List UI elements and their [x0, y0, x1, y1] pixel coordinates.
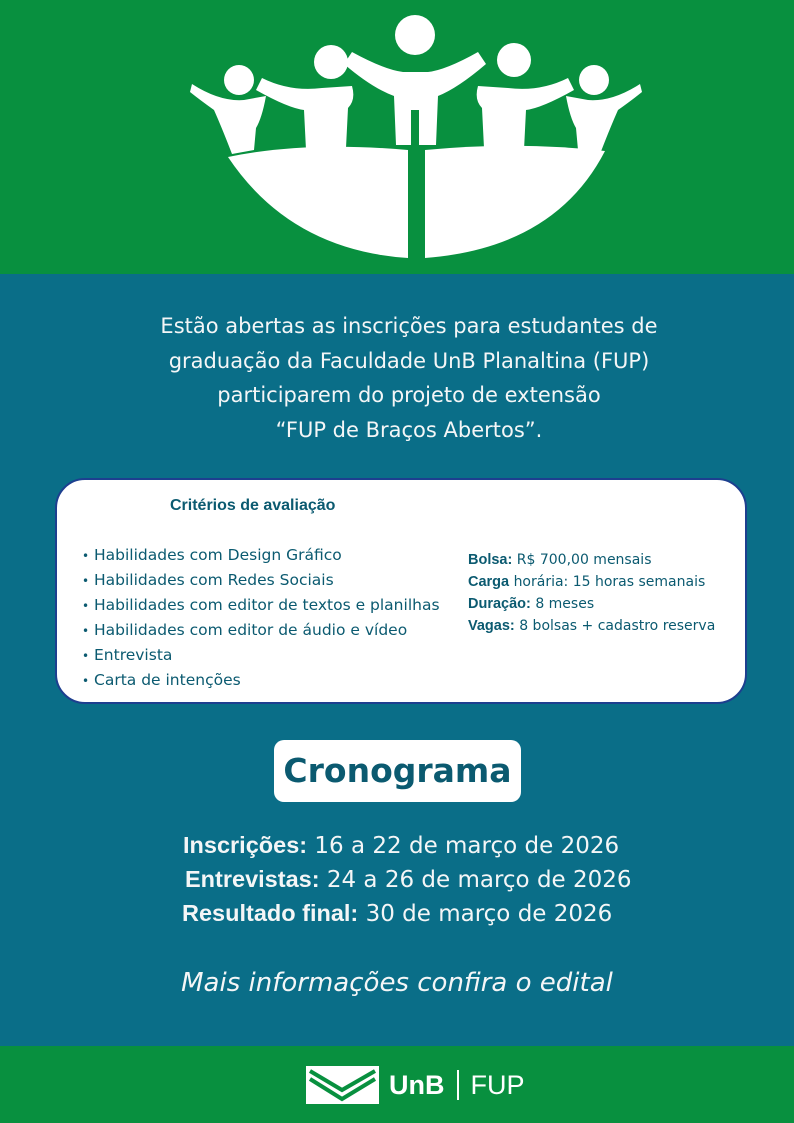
- criteria-item: [82, 543, 440, 568]
- criteria-item-label: Habilidades com Redes Sociais: [94, 571, 334, 589]
- inscricoes-row: [183, 828, 619, 863]
- duracao-label: Duração:: [468, 596, 531, 612]
- inscricoes-value: 16 a 22 de março de 2026: [314, 833, 620, 859]
- criteria-item: [82, 618, 440, 643]
- intro-line-1: Estão abertas as inscrições para estudantes de: [160, 314, 658, 338]
- more-info-text: Mais informações confira o edital: [181, 968, 613, 998]
- unb-fup-logo: [306, 1066, 525, 1104]
- fup-wordmark: FUP: [470, 1069, 525, 1100]
- vagas-label: Vagas:: [468, 618, 515, 634]
- intro-line-4: “FUP de Braços Abertos”.: [275, 417, 543, 442]
- entrevistas-value: 24 a 26 de março de 2026: [326, 867, 632, 893]
- scholarship-info: [468, 549, 715, 637]
- criteria-item: [82, 643, 440, 668]
- bullet-icon: •: [82, 599, 90, 613]
- carga-row: [468, 571, 715, 593]
- duracao-row: [468, 593, 715, 615]
- bullet-icon: •: [82, 649, 90, 663]
- resultado-row: [182, 896, 612, 931]
- criteria-item-label: Habilidades com Design Gráfico: [94, 546, 342, 564]
- carga-label: Carga: [468, 574, 510, 590]
- duracao-value: 8 meses: [535, 596, 595, 612]
- criteria-item-label: Carta de intenções: [94, 671, 241, 689]
- footer-separator: [457, 1070, 459, 1100]
- entrevistas-row: [185, 862, 632, 897]
- criteria-item-label: Habilidades com editor de áudio e vídeo: [94, 621, 408, 639]
- inscricoes-label: Inscrições:: [183, 832, 308, 858]
- criteria-list: [82, 543, 440, 693]
- resultado-label: Resultado final:: [182, 900, 359, 926]
- criteria-title: Critérios de avaliação: [170, 497, 336, 514]
- bolsa-label: Bolsa:: [468, 552, 513, 568]
- unb-wordmark: UnB: [389, 1069, 445, 1100]
- criteria-item-label: Habilidades com editor de textos e planilhas: [94, 596, 440, 614]
- header-band: [0, 0, 794, 274]
- schedule-title: Cronograma: [274, 740, 521, 802]
- criteria-card: [55, 478, 747, 704]
- vagas-row: [468, 615, 715, 637]
- entrevistas-label: Entrevistas:: [185, 866, 320, 892]
- intro-line-2: graduação da Faculdade UnB Planaltina (FUP): [168, 348, 650, 373]
- vagas-value: 8 bolsas + cadastro reserva: [519, 618, 716, 634]
- bullet-icon: •: [82, 674, 90, 688]
- intro-text: [0, 309, 794, 447]
- bullet-icon: •: [82, 624, 90, 638]
- bullet-icon: •: [82, 574, 90, 588]
- criteria-item-label: Entrevista: [94, 646, 173, 664]
- bolsa-row: [468, 549, 715, 571]
- resultado-value: 30 de março de 2026: [365, 901, 613, 927]
- bolsa-value: R$ 700,00 mensais: [516, 552, 652, 568]
- footer-band: [0, 1046, 794, 1123]
- unb-emblem-icon: [306, 1066, 379, 1104]
- bullet-icon: •: [82, 549, 90, 563]
- criteria-item: [82, 668, 440, 693]
- intro-line-3: participarem do projeto de extensão: [217, 383, 601, 407]
- criteria-item: [82, 593, 440, 618]
- people-embrace-logo: [0, 0, 794, 274]
- criteria-item: [82, 568, 440, 593]
- carga-value: horária: 15 horas semanais: [513, 574, 706, 590]
